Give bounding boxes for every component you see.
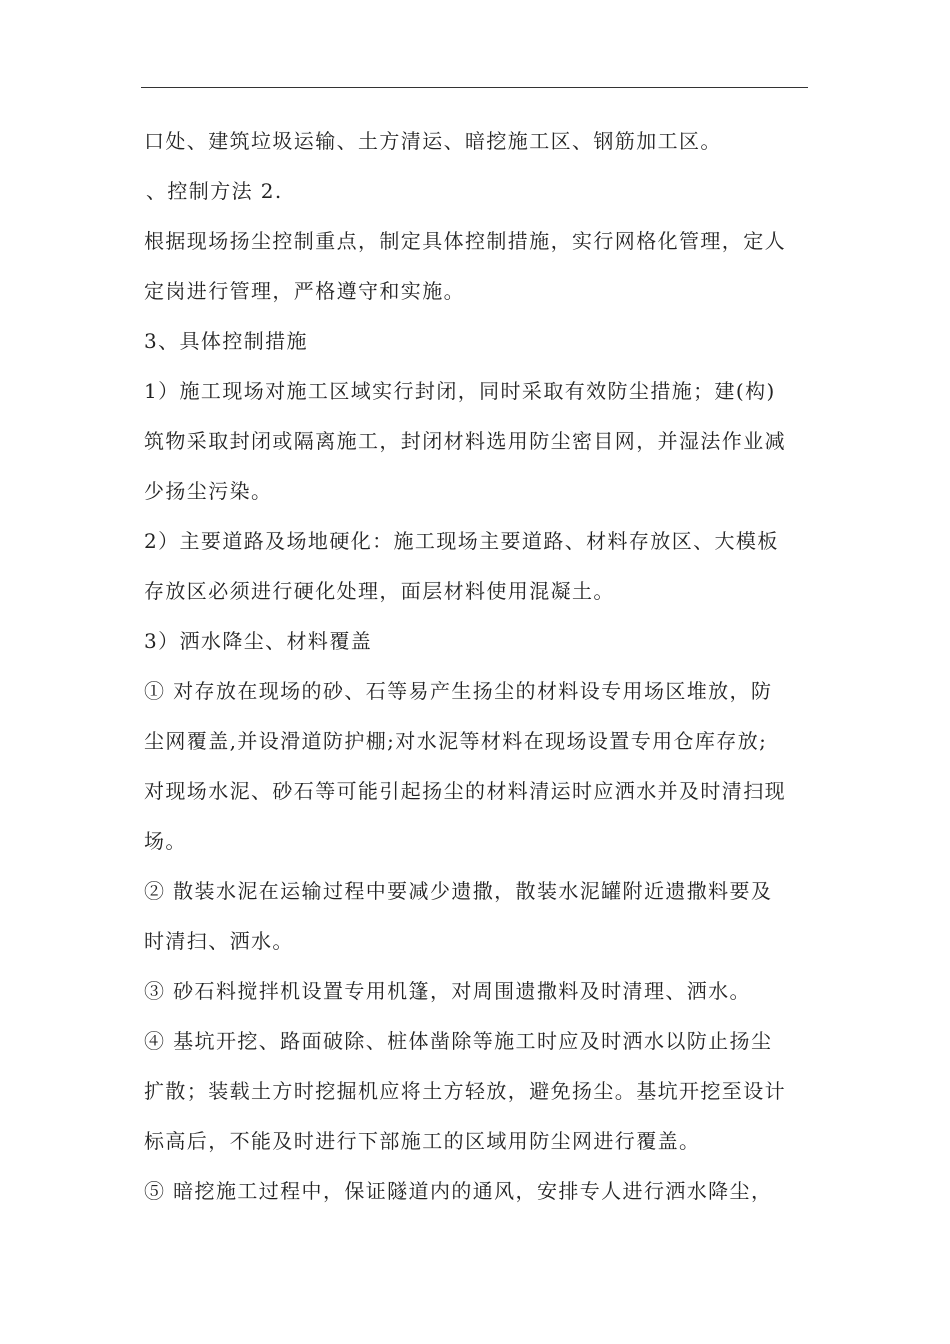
text-line: 尘网覆盖,并设滑道防护棚;对水泥等材料在现场设置专用仓库存放; [144,729,768,753]
sub-heading: 3）洒水降尘、材料覆盖 [144,629,373,653]
header-rule [141,87,808,88]
text-line: 标高后，不能及时进行下部施工的区域用防尘网进行覆盖。 [144,1129,701,1153]
text-line: 筑物采取封闭或隔离施工，封闭材料选用防尘密目网，并湿法作业减 [144,429,786,453]
text-line: ④ 基坑开挖、路面破除、桩体凿除等施工时应及时洒水以防止扬尘 [144,1029,773,1053]
text-line: 2）主要道路及场地硬化：施工现场主要道路、材料存放区、大模板 [144,529,779,553]
text-line: ③ 砂石料搅拌机设置专用机篷，对周围遗撒料及时清理、洒水。 [144,979,751,1003]
document-body [144,116,812,1216]
section-heading: 、控制方法 2. [146,179,283,203]
text-line: 少扬尘污染。 [144,479,273,503]
text-line: ① 对存放在现场的砂、石等易产生扬尘的材料设专用场区堆放，防 [144,679,773,703]
section-heading: 3、具体控制措施 [144,329,308,353]
text-line: ② 散装水泥在运输过程中要减少遗撒，散装水泥罐附近遗撒料要及 [144,879,773,903]
text-line: 存放区必须进行硬化处理，面层材料使用混凝土。 [144,579,615,603]
text-line: 对现场水泥、砂石等可能引起扬尘的材料清运时应洒水并及时清扫现 [144,779,786,803]
text-line: 时清扫、洒水。 [144,929,294,953]
text-line: ⑤ 暗挖施工过程中，保证隧道内的通风，安排专人进行洒水降尘， [144,1179,773,1203]
text-line: 场。 [144,829,187,853]
text-line: 定岗进行管理，严格遵守和实施。 [144,279,465,303]
text-line: 1）施工现场对施工区域实行封闭，同时采取有效防尘措施；建(构) [144,379,776,403]
text-line: 扩散；装载土方时挖掘机应将土方轻放，避免扬尘。基坑开挖至设计 [144,1079,786,1103]
text-line: 根据现场扬尘控制重点，制定具体控制措施，实行网格化管理，定人 [144,229,786,253]
text-line: 口处、建筑垃圾运输、土方清运、暗挖施工区、钢筋加工区。 [144,129,722,153]
